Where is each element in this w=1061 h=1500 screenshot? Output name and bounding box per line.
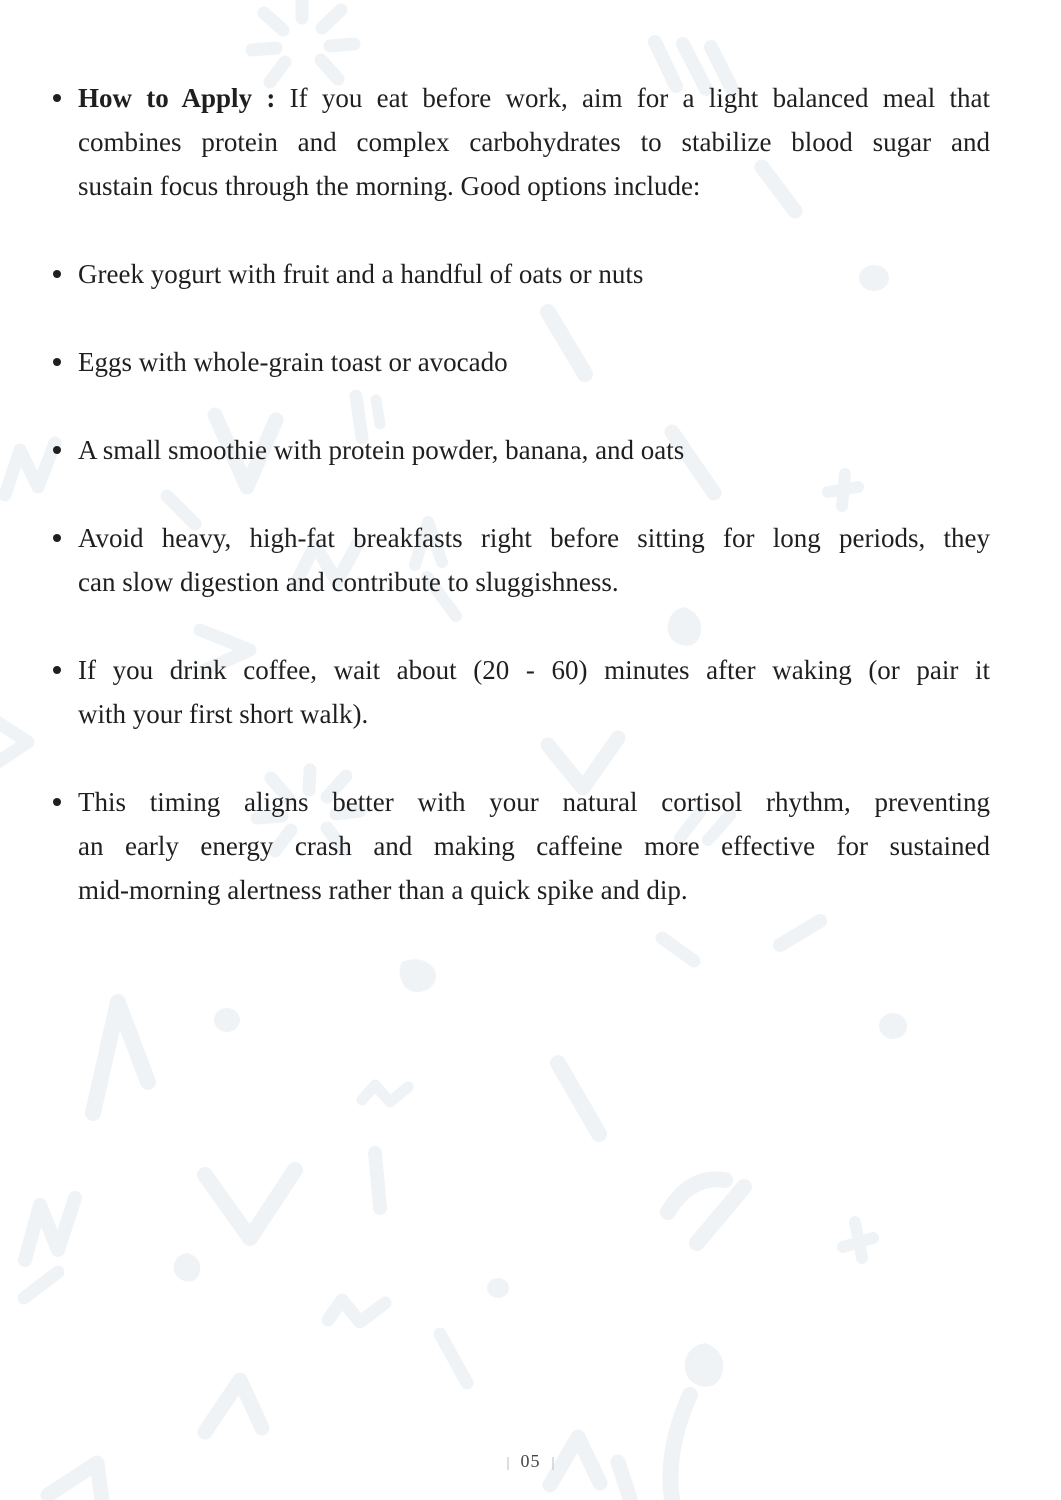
- text-line: with your first short walk).: [78, 699, 369, 729]
- bullet-text: [78, 780, 990, 912]
- bullet-text: [78, 76, 990, 208]
- bullet-text: [78, 340, 990, 384]
- page-number: 05: [520, 1451, 541, 1471]
- text-line: [78, 76, 990, 120]
- bullet-list: [0, 76, 1061, 912]
- bullet-text: [78, 428, 990, 472]
- bullet-item-timing: [53, 780, 1061, 912]
- text-line: Avoid heavy, high-fat breakfasts right before sitting for long periods, they: [78, 523, 990, 553]
- footer-separator-right: |: [551, 1455, 555, 1471]
- text-line: mid-morning alertness rather than a quick spike and dip.: [78, 875, 688, 905]
- bullet-dot: [53, 798, 61, 806]
- text-line-rest: If you eat before work, aim for a light balanced meal that: [289, 83, 990, 113]
- text-line: sustain focus through the morning. Good options include:: [78, 171, 701, 201]
- page-content: [0, 76, 1061, 956]
- bullet-item-smoothie: [53, 428, 1061, 472]
- bullet-dot: [53, 358, 61, 366]
- bullet-item-greek-yogurt: [53, 252, 1061, 296]
- bullet-text: [78, 516, 990, 604]
- footer-separator-left: |: [506, 1455, 510, 1471]
- bullet-item-eggs: [53, 340, 1061, 384]
- text-line: Greek yogurt with fruit and a handful of oats or nuts: [78, 259, 644, 289]
- bullet-dot: [53, 446, 61, 454]
- bullet-text: [78, 648, 990, 736]
- bullet-lead: How to Apply :: [78, 83, 276, 113]
- bullet-dot: [53, 270, 61, 278]
- bullet-item-avoid-heavy: [53, 516, 1061, 604]
- text-line: an early energy crash and making caffeine more effective for sustained: [78, 831, 990, 861]
- bullet-item-coffee: [53, 648, 1061, 736]
- text-line: can slow digestion and contribute to sluggishness.: [78, 567, 619, 597]
- text-line: combines protein and complex carbohydrates to stabilize blood sugar and: [78, 127, 990, 157]
- sparkle-doodle: [252, 2, 354, 82]
- text-line: If you drink coffee, wait about (20 - 60) minutes after waking (or pair it: [78, 655, 990, 685]
- bullet-text: [78, 252, 990, 296]
- text-line: This timing aligns better with your natural cortisol rhythm, preventing: [78, 787, 990, 817]
- page-footer: [0, 1448, 1061, 1476]
- bullet-dot: [53, 534, 61, 542]
- lower-doodles: [24, 1153, 873, 1432]
- bullet-item-how-to-apply: [53, 76, 1061, 208]
- bullet-dot: [53, 666, 61, 674]
- bullet-dot: [53, 94, 61, 102]
- text-line: A small smoothie with protein powder, banana, and oats: [78, 435, 685, 465]
- text-line: Eggs with whole-grain toast or avocado: [78, 347, 508, 377]
